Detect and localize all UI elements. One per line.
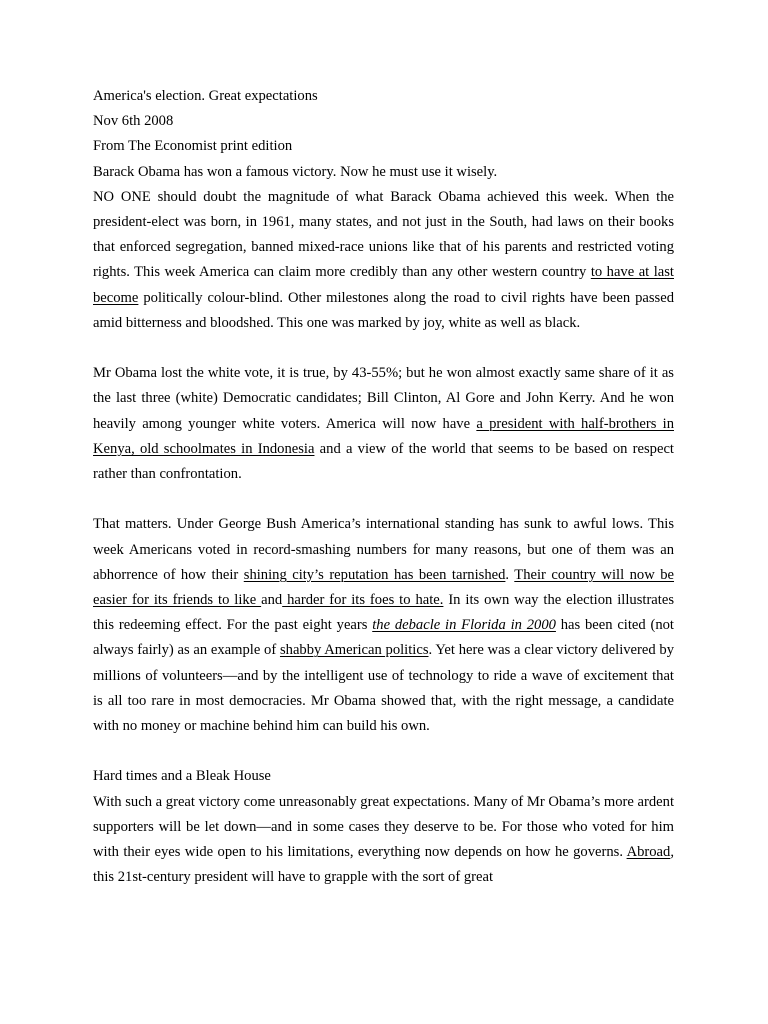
text-run: With such a great victory come unreasonably great expectations. Many of Mr Obama’s more ardent supporters will be let down—and in some cases they deserve to be. For those who voted for him with their eyes wide open to his limitations, everything now depends on how he governs. — [93, 793, 674, 861]
text-run: and a view of the world that seems to be based on respect rather than confrontation. — [93, 440, 674, 483]
article-subtitle: Barack Obama has won a famous victory. Now he must use it wisely. — [93, 163, 498, 180]
article-source: From The Economist print edition — [93, 138, 293, 155]
underlined-italic-phrase: the debacle in Florida in 2000 — [372, 617, 556, 634]
section-heading: Hard times and a Bleak House — [93, 768, 271, 785]
text-run: That matters. Under George Bush America’s international standing has sunk to awful lows. This week Americans voted in record-smashing numbers for many reasons, but one of them was an abhorrence of how their — [93, 516, 674, 583]
text-run: . Yet here was a clear victory delivered by millions of volunteers—and by the intelligent use of technology to ride a wave of excitement that is all too rare in most democracies. Mr Obama showed that, with the right message, a candidate with no money or machine behind him can build his own. — [93, 642, 675, 735]
text-run: NO ONE should doubt the magnitude of what Barack Obama achieved this week. When the president-elect was born, in 1961, many states, and not just in the South, had laws on their books that enforced segregation, banned mixed-race unions like that of his parents and restricted voting rights. This week America can claim more credibly than any other western country — [93, 188, 674, 281]
underlined-phrase: Their country will now be easier for its friends to like — [93, 566, 675, 609]
underlined-phrase: a president with half-brothers in Kenya, old schoolmates in Indonesia — [93, 415, 674, 457]
article-title: America's election. Great expectations — [93, 88, 318, 104]
text-run: , this 21st-century president will have to grapple with the sort of great — [93, 844, 674, 886]
text-run: politically colour-blind. Other milestones along the road to civil rights have been passed amid bitterness and bloodshed. This one was marked by joy, white as well as black. — [93, 289, 674, 331]
text-run: and — [261, 592, 283, 609]
paragraph-1 — [93, 185, 674, 336]
text-run: has been cited (not always fairly) as an example of — [93, 617, 674, 659]
paragraph-2 — [93, 361, 674, 487]
paragraph-4 — [93, 790, 674, 891]
underlined-phrase: shabby American politics — [279, 642, 429, 659]
underlined-phrase: shining city’s reputation has been tarnished — [243, 566, 506, 583]
text-run: Mr Obama lost the white vote, it is true, by 43-55%; but he won almost exactly same share of it as the last three (white) Democratic candidates; Bill Clinton, Al Gore and John Kerry. And he won heavily among younger white voters. America will now have — [93, 365, 674, 432]
paragraph-3 — [93, 512, 674, 739]
underlined-phrase: to have at last become — [93, 264, 674, 306]
article-date: Nov 6th 2008 — [93, 113, 174, 130]
underlined-phrase: Abroad — [626, 844, 671, 861]
document-page — [93, 84, 674, 890]
underlined-phrase: harder for its foes to hate. — [282, 592, 444, 609]
text-run: . — [505, 566, 515, 583]
text-run: In its own way the election illustrates this redeeming effect. For the past eight years — [93, 592, 674, 634]
